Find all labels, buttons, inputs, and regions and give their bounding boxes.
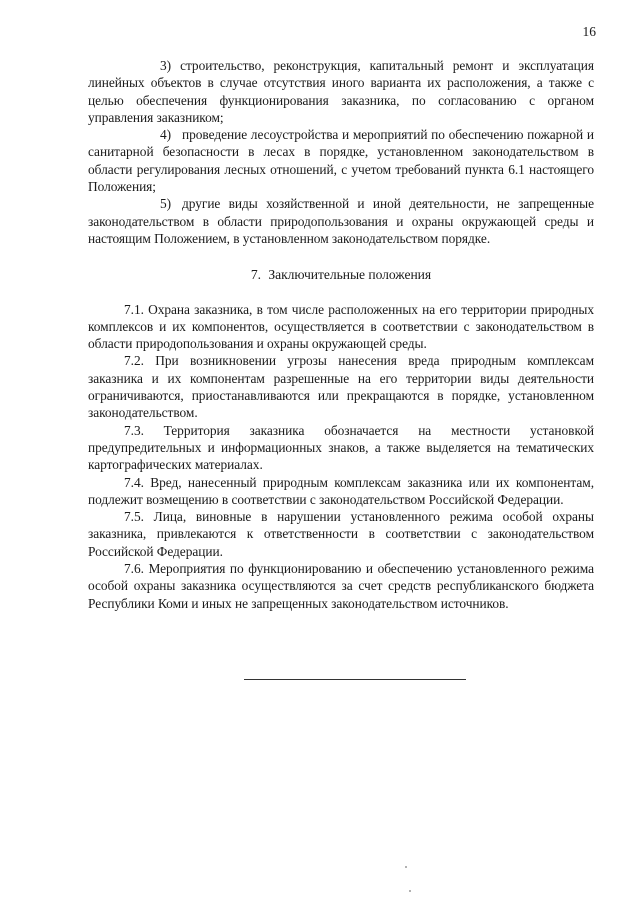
document-body — [88, 57, 594, 612]
paragraph-7-5: 7.5. Лица, виновные в нарушении установленного режима особой охраны заказника, привлекаются к ответственности в соответствии с законодательством Российской Федерации. — [88, 509, 594, 559]
list-item-3 — [88, 57, 594, 126]
paragraph-7-1: 7.1. Охрана заказника, в том числе расположенных на его территории природных комплексов и их компонентов, осуществляется в соответствии с законодательством в области природопользования и охраны окружающей среды. — [88, 301, 594, 352]
end-separator-line — [244, 679, 466, 680]
section-title: Заключительные положения — [268, 267, 432, 283]
section-heading — [88, 266, 594, 283]
list-item-4 — [88, 126, 594, 195]
list-item-number: 4) — [160, 127, 172, 143]
paragraph-7-2: 7.2. При возникновении угрозы нанесения вреда природным комплексам заказника и их компонентам разрешенные на его территории виды деятельности ограничиваются, приостанавливаются или прекращаются в порядке, установленном законодательством. — [88, 353, 594, 421]
paragraph-7-6: 7.6. Мероприятия по функционированию и обеспечению установленного режима особой охраны заказника осуществляются за счет средств республиканского бюджета Республики Коми и иных не запрещенных законодательством источников. — [88, 561, 594, 611]
list-item-number: 3) — [160, 58, 172, 73]
list-item-number: 5) — [160, 196, 172, 212]
paragraph-7-3: 7.3. Территория заказника обозначается на местности установкой предупредительных и информационных знаков, а также выделяется на тематических картографических материалах. — [88, 422, 594, 473]
list-item-text: другие виды хозяйственной и иной деятельности, не запрещенные законодательством в области природопользования и охраны окружающей среды и настоящим Положением, в установленном законодательством порядке. — [88, 196, 594, 246]
list-item-5 — [88, 195, 594, 247]
scan-speck — [409, 890, 411, 892]
scan-speck — [405, 866, 407, 868]
paragraph-7-4: 7.4. Вред, нанесенный природным комплексам заказника или их компонентам, подлежит возмещению в соответствии с законодательством Российской Федерации. — [88, 474, 594, 507]
list-item-text: строительство, реконструкция, капитальный ремонт и эксплуатация линейных объектов в случае отсутствия иного варианта их расположения, а также с целью обеспечения функционирования заказника, по согласованию с органом управления заказником; — [88, 58, 594, 125]
list-item-text: проведение лесоустройства и мероприятий по обеспечению пожарной и санитарной безопасности в лесах в порядке, установленном законодательством в области регулирования лесных отношений, с учетом требований пункта 6.1 настоящего Положения; — [88, 127, 594, 195]
page-number: 16 — [582, 24, 596, 39]
section-number: 7. — [250, 267, 261, 283]
